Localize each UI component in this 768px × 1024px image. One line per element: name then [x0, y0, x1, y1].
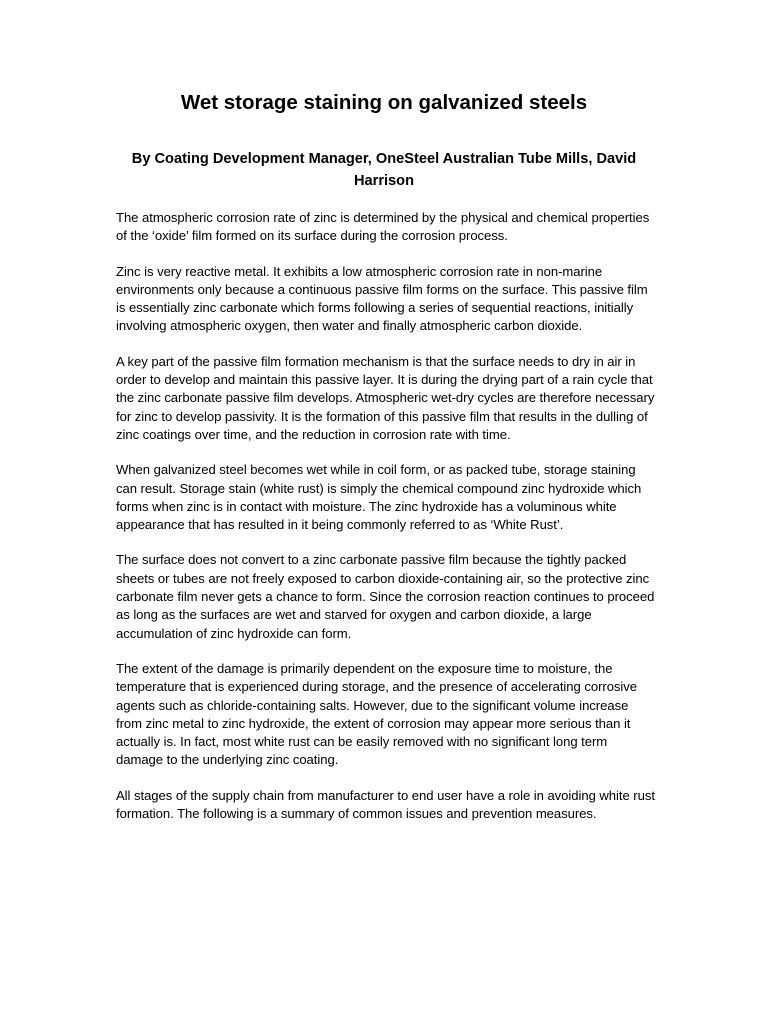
paragraph-7: All stages of the supply chain from manufacturer to end user have a role in avoiding white rust formation. The following is a summary of common issues and prevention measures.: [116, 787, 655, 822]
author-byline: By Coating Development Manager, OneSteel Australian Tube Mills, David Harrison: [131, 151, 637, 189]
paragraph-4: When galvanized steel becomes wet while in coil form, or as packed tube, storage staining can result. Storage stain (white rust) is simply the chemical compound zinc hydroxide which forms when zinc is in contact with moisture. The zinc hydroxide has a voluminous white appearance that has resulted in it being commonly referred to as ‘White Rust’.: [116, 462, 642, 533]
document-body: [116, 209, 656, 840]
paragraph-6: The extent of the damage is primarily dependent on the exposure time to moisture, the temperature that is experienced during storage, and the presence of accelerating corrosive agents such as chloride-containing salts. However, due to the significant volume increase from zinc metal to zinc hydroxide, the extent of corrosion may appear more serious than it actually is. In fact, most white rust can be easily removed with no significant long term damage to the underlying zinc coating.: [116, 660, 638, 768]
paragraph-3: A key part of the passive film formation mechanism is that the surface needs to dry in air in order to develop and maintain this passive layer. It is during the drying part of a rain cycle that the zinc carbonate passive film develops. Atmospheric wet-dry cycles are therefore necessary for zinc to develop passivity. It is the formation of this passive film that results in the dulling of zinc coatings over time, and the reduction in corrosion rate with time.: [116, 353, 655, 442]
paragraph-5: The surface does not convert to a zinc carbonate passive film because the tightly packed sheets or tubes are not freely exposed to carbon dioxide-containing air, so the protective zinc carbonate film never gets a chance to form. Since the corrosion reaction continues to proceed as long as the surfaces are wet and starved for oxygen and carbon dioxide, a large accumulation of zinc hydroxide can form.: [116, 552, 655, 641]
document-title: Wet storage staining on galvanized steels: [180, 91, 588, 114]
paragraph-1: The atmospheric corrosion rate of zinc is determined by the physical and chemical properties of the ‘oxide’ film formed on its surface during the corrosion process.: [116, 210, 650, 244]
paragraph-2: Zinc is very reactive metal. It exhibits a low atmospheric corrosion rate in non-marine environments only because a continuous passive film forms on the surface. This passive film is essentially zinc carbonate which forms following a series of sequential reactions, initially involving atmospheric oxygen, then water and finally atmospheric carbon dioxide.: [116, 263, 648, 334]
